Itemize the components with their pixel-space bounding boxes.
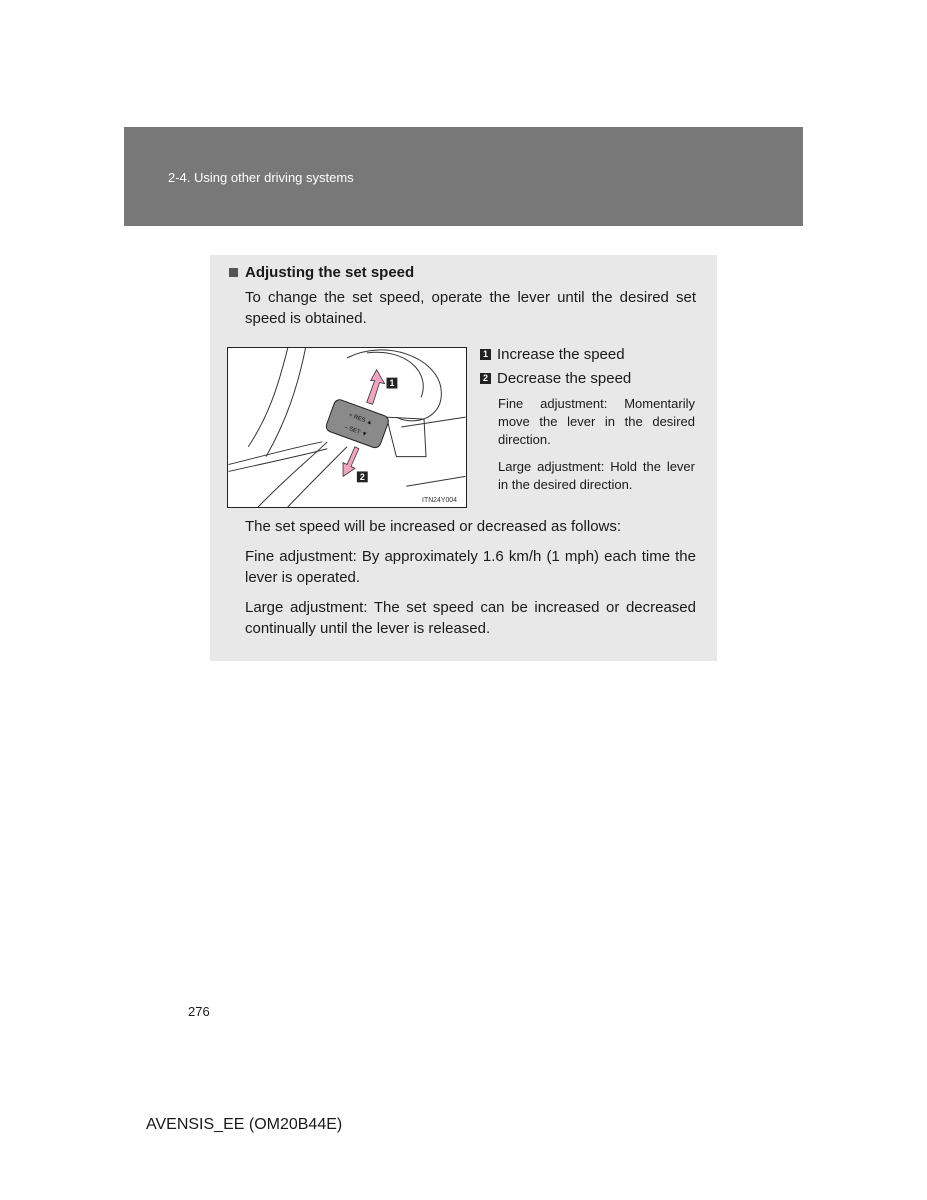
- callout-list: [480, 342, 696, 390]
- cruise-lever-illustration: [227, 347, 467, 508]
- fine-adjustment-paragraph: Fine adjustment: By approximately 1.6 km/h (1 mph) each time the lever is operated.: [245, 548, 696, 586]
- info-box: [210, 255, 717, 661]
- increase-arrow-icon: [367, 370, 385, 405]
- number-1-badge: 1: [480, 349, 491, 360]
- section-header-band: [124, 127, 803, 226]
- intro-paragraph: To change the set speed, operate the lever until the desired set speed is obtained.: [245, 289, 696, 327]
- number-2-badge: 2: [480, 373, 491, 384]
- decrease-arrow-icon: [343, 447, 359, 477]
- lever-label-set: – SET ▼: [343, 424, 368, 439]
- subsection-heading: [229, 264, 414, 281]
- section-title: 2-4. Using other driving systems: [168, 170, 354, 185]
- figure-code: ITN24Y004: [422, 497, 457, 505]
- lever-diagram: [228, 348, 466, 507]
- lever-label-res: + RES ▲: [347, 412, 374, 427]
- model-code: AVENSIS_EE (OM20B44E): [146, 1116, 343, 1133]
- callout-increase: [480, 342, 696, 366]
- large-adjustment-paragraph: Large adjustment: The set speed can be increased or decreased continually until the lever is released.: [245, 599, 696, 637]
- large-adjustment-note: Large adjustment: Hold the lever in the desired direction.: [498, 459, 695, 492]
- callout-label: Increase the speed: [497, 345, 625, 363]
- heading-text: Adjusting the set speed: [245, 264, 415, 281]
- follow-up-paragraph: The set speed will be increased or decreased as follows:: [245, 518, 622, 535]
- callout-decrease: [480, 366, 696, 390]
- square-bullet-icon: [229, 268, 238, 277]
- callout-label: Decrease the speed: [497, 369, 632, 387]
- figure-marker-2-label: 2: [359, 471, 365, 482]
- fine-adjustment-note: Fine adjustment: Momentarily move the lever in the desired direction.: [498, 396, 695, 447]
- page-number: 276: [188, 1004, 210, 1019]
- figure-marker-1-label: 1: [389, 378, 395, 389]
